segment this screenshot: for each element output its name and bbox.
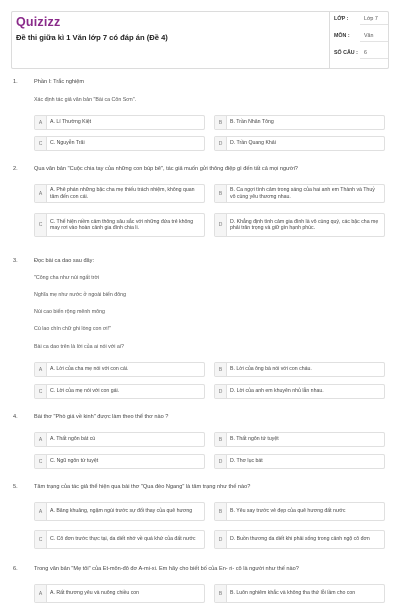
option-letter: C bbox=[35, 531, 47, 548]
option-text: A. Rất thương yêu và nuông chiều con bbox=[50, 590, 140, 597]
meta-divider bbox=[360, 41, 388, 42]
option-letter: C bbox=[35, 455, 47, 468]
option-letter: A bbox=[35, 503, 47, 520]
question-number: 2. bbox=[13, 166, 18, 172]
question-number: 1. bbox=[13, 79, 18, 85]
option-text: C. Lời của mẹ nói với con gái. bbox=[50, 388, 120, 395]
option-letter: B bbox=[215, 433, 227, 446]
meta-grade bbox=[334, 13, 388, 27]
option-a[interactable] bbox=[34, 115, 205, 130]
option-d[interactable] bbox=[214, 530, 385, 549]
question-stem: Đọc bài ca dao sau đây: bbox=[34, 258, 95, 264]
poem-line: Cù lao chín chữ ghi lòng con ơi!" bbox=[34, 326, 111, 332]
meta-box bbox=[329, 12, 391, 68]
option-text: B. Luôn nghiêm khắc và không tha thứ lỗi lầm cho con bbox=[230, 590, 356, 597]
option-a[interactable] bbox=[34, 584, 205, 603]
option-letter: D bbox=[215, 531, 227, 548]
poem-line: Núi cao biển rộng mênh mông bbox=[34, 309, 105, 315]
question-line: Bài ca dao trên là lời của ai nói với ai? bbox=[34, 344, 124, 350]
option-b[interactable] bbox=[214, 115, 385, 130]
worksheet-title: Đề thi giữa kì 1 Văn lớp 7 có đáp án (Đề 4) bbox=[16, 33, 168, 42]
option-text: D. Buồn thương da diết khi phải sống trong cảnh ngộ cô đơn bbox=[230, 536, 370, 543]
option-text: A. Bâng khuâng, ngậm ngùi trước sự đổi thay của quê hương bbox=[50, 508, 193, 515]
question-stem: Bài thơ "Phò giá về kinh" được làm theo thể thơ nào ? bbox=[34, 414, 169, 420]
option-a[interactable] bbox=[34, 184, 205, 203]
option-b[interactable] bbox=[214, 184, 385, 203]
option-letter: D bbox=[215, 214, 227, 236]
option-d[interactable] bbox=[214, 136, 385, 151]
option-text: C. Nguyễn Trãi bbox=[50, 140, 85, 147]
option-letter: A bbox=[35, 116, 47, 129]
meta-subject bbox=[334, 30, 388, 44]
meta-subject-value: Văn bbox=[364, 33, 374, 39]
meta-subject-label: MÔN : bbox=[334, 33, 350, 39]
option-b[interactable] bbox=[214, 502, 385, 521]
meta-divider bbox=[360, 58, 388, 59]
option-text: C. Thể hiện niềm cảm thông sâu sắc với những đứa trẻ không may rơi vào hoàn cảnh gia đình chia li. bbox=[50, 218, 194, 231]
option-letter: A bbox=[35, 185, 47, 202]
option-b[interactable] bbox=[214, 362, 385, 377]
option-d[interactable] bbox=[214, 384, 385, 399]
question-stem: Qua văn bản "Cuộc chia tay của những con búp bê", tác giả muốn gửi thông điệp gì đến tất cả mọi người? bbox=[34, 166, 298, 172]
meta-grade-label: LỚP : bbox=[334, 16, 349, 22]
option-c[interactable] bbox=[34, 136, 205, 151]
meta-grade-value: Lớp 7 bbox=[364, 16, 378, 22]
option-letter: B bbox=[215, 116, 227, 129]
option-text: B. Thất ngôn tứ tuyệt bbox=[230, 436, 279, 443]
option-c[interactable] bbox=[34, 454, 205, 469]
question-number: 6. bbox=[13, 566, 18, 572]
meta-count-label: SỐ CÂU : bbox=[334, 50, 358, 56]
option-text: A. Phê phán những bậc cha mẹ thiếu trách nhiệm, không quan tâm đến con cái. bbox=[50, 187, 195, 200]
question-number: 5. bbox=[13, 484, 18, 490]
option-letter: D bbox=[215, 385, 227, 398]
option-letter: B bbox=[215, 585, 227, 602]
question-stem: Tâm trạng của tác giả thể hiện qua bài thơ "Qua đèo Ngang" là tâm trạng như thế nào? bbox=[34, 484, 251, 490]
option-a[interactable] bbox=[34, 362, 205, 377]
option-letter: B bbox=[215, 185, 227, 202]
option-letter: D bbox=[215, 455, 227, 468]
option-letter: C bbox=[35, 137, 47, 150]
option-a[interactable] bbox=[34, 432, 205, 447]
option-text: B. Trần Nhân Tông bbox=[230, 119, 274, 126]
option-text: A. Lời của cha mẹ nói với con cái. bbox=[50, 366, 129, 373]
option-text: A. Thất ngôn bát cú bbox=[50, 436, 96, 443]
quizizz-logo: Quizizz bbox=[16, 15, 61, 29]
meta-count-value: 6 bbox=[364, 50, 367, 56]
option-d[interactable] bbox=[214, 213, 385, 237]
option-c[interactable] bbox=[34, 213, 205, 237]
option-letter: B bbox=[215, 503, 227, 520]
option-text: C. Ngũ ngôn tứ tuyệt bbox=[50, 458, 99, 465]
option-text: D. Lời của anh em khuyên nhủ lẫn nhau. bbox=[230, 388, 324, 395]
option-letter: C bbox=[35, 385, 47, 398]
question-stem: Trong văn bản "Mẹ tôi" của Et-môn-đô đơ A-mi-xi. Em hãy cho biết bố của En- ri- cô là người như thế nào? bbox=[34, 566, 299, 572]
worksheet-header bbox=[11, 11, 389, 69]
option-text: B. Ca ngợi tình cảm trong sáng của hai anh em Thành và Thuỷ vô cùng yêu thương nhau. bbox=[230, 187, 375, 200]
option-text: C. Cô đơn trước thực tại, da diết nhớ về quá khứ của đất nước bbox=[50, 536, 196, 543]
option-d[interactable] bbox=[214, 454, 385, 469]
question-number: 3. bbox=[13, 258, 18, 264]
question-line: Xác định tác giả văn bản "Bài ca Côn Sơn". bbox=[34, 97, 137, 103]
option-letter: A bbox=[35, 433, 47, 446]
option-text: B. Lời của ông bà nói với con cháu. bbox=[230, 366, 312, 373]
option-text: B. Yêu say trước vẻ đẹp của quê hương đất nước bbox=[230, 508, 346, 515]
option-b[interactable] bbox=[214, 432, 385, 447]
option-text: D. Thơ lục bát bbox=[230, 458, 263, 465]
option-letter: B bbox=[215, 363, 227, 376]
meta-count bbox=[334, 47, 388, 61]
option-b[interactable] bbox=[214, 584, 385, 603]
option-letter: A bbox=[35, 585, 47, 602]
option-letter: D bbox=[215, 137, 227, 150]
option-text: A. Lí Thường Kiệt bbox=[50, 119, 92, 126]
meta-divider bbox=[360, 24, 388, 25]
option-letter: C bbox=[35, 214, 47, 236]
option-a[interactable] bbox=[34, 502, 205, 521]
option-letter: A bbox=[35, 363, 47, 376]
option-c[interactable] bbox=[34, 530, 205, 549]
option-text: D. Khẳng định tình cảm gia đình là vô cùng quý, các bậc cha mẹ phải trân trọng và giữ gìn hạnh phúc. bbox=[230, 218, 379, 231]
option-text: D. Trần Quang Khải bbox=[230, 140, 276, 147]
option-c[interactable] bbox=[34, 384, 205, 399]
question-stem: Phần I: Trắc nghiệm bbox=[34, 79, 85, 85]
poem-line: "Công cha như núi ngất trời bbox=[34, 275, 100, 281]
question-number: 4. bbox=[13, 414, 18, 420]
poem-line: Nghĩa mẹ như nước ở ngoài biển đông bbox=[34, 292, 127, 298]
